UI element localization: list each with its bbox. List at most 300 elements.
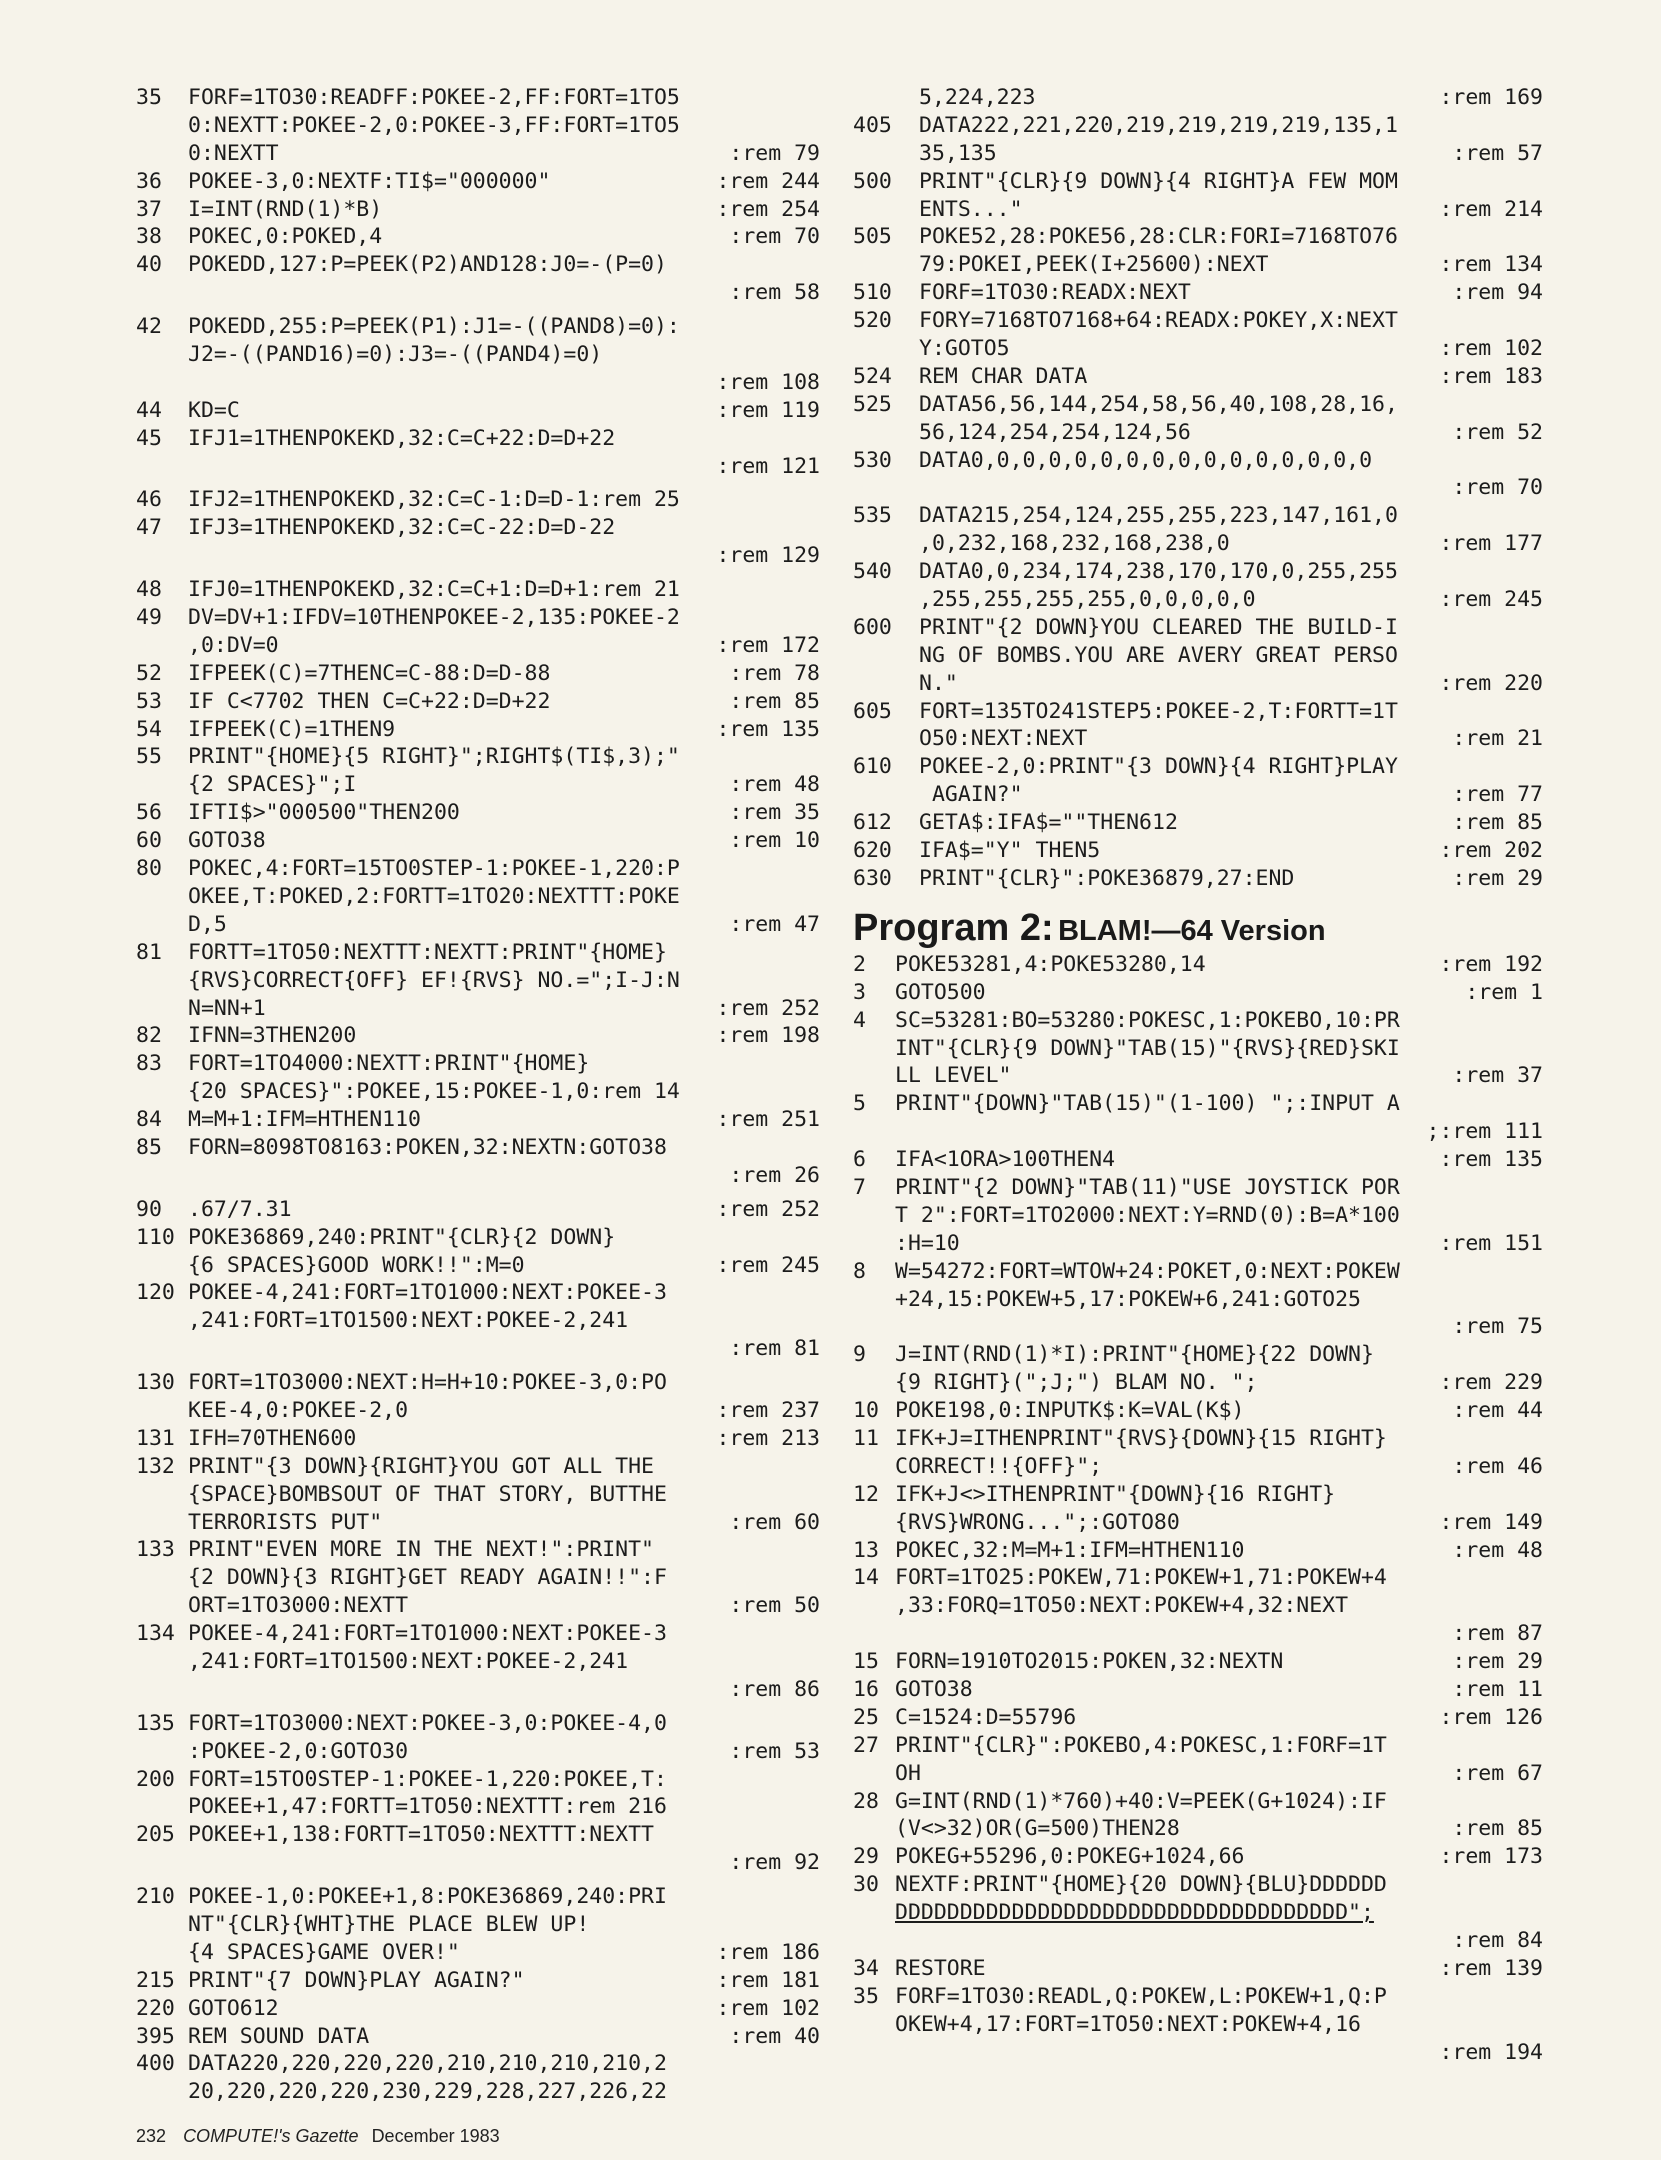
code-line	[136, 486, 820, 514]
checksum-rem: :rem 139	[1439, 1955, 1543, 1981]
code-line	[853, 1788, 1543, 1816]
code-line	[853, 1313, 1543, 1341]
line-number: 49	[136, 605, 162, 631]
code-line	[136, 397, 820, 425]
line-number: 200	[136, 1766, 175, 1792]
line-number: 405	[853, 112, 892, 138]
code-line	[136, 223, 820, 251]
checksum-rem: :rem 46	[1452, 1453, 1543, 1479]
code-line	[853, 670, 1543, 698]
line-number: 12	[853, 1481, 879, 1507]
line-number: 85	[136, 1134, 162, 1160]
code-line	[853, 809, 1543, 837]
code-text: LL LEVEL"	[895, 1063, 1012, 1089]
code-text: (V<>32)OR(G=500)THEN28	[895, 1816, 1180, 1842]
code-line	[136, 425, 820, 453]
checksum-rem: :rem 37	[1452, 1063, 1543, 1089]
code-text: J=INT(RND(1)*I):PRINT"{HOME}{22 DOWN}	[895, 1342, 1374, 1368]
code-text: IFPEEK(C)=7THENC=C-88:D=D-88	[188, 660, 551, 686]
code-text: IFA$="Y" THEN5	[919, 838, 1101, 864]
code-text: DATA220,220,220,220,210,210,210,210,2	[188, 2051, 667, 2077]
checksum-rem: :rem 173	[1439, 1844, 1543, 1870]
code-line	[136, 1335, 820, 1363]
checksum-rem: :rem 135	[716, 716, 820, 742]
checksum-rem: :rem 67	[1452, 1760, 1543, 1786]
code-line	[136, 1883, 820, 1911]
code-text: POKEE-1,0:POKEE+1,8:POKE36869,240:PRI	[188, 1884, 667, 1910]
code-line	[853, 1871, 1543, 1899]
code-line	[136, 632, 820, 660]
code-line	[136, 2023, 820, 2051]
code-line	[136, 2050, 820, 2078]
line-number: 524	[853, 363, 892, 389]
code-text: 0:NEXTT:POKEE-2,0:POKEE-3,FF:FORT=1TO5	[188, 112, 680, 138]
checksum-rem: :rem 183	[1439, 363, 1543, 389]
code-text: PRINT"{2 DOWN}YOU CLEARED THE BUILD-I	[919, 614, 1398, 640]
code-line	[136, 2078, 820, 2106]
checksum-rem: :rem 77	[1452, 782, 1543, 808]
code-text: CORRECT!!{OFF}";	[895, 1453, 1103, 1479]
code-text: NEXTF:PRINT"{HOME}{20 DOWN}{BLU}DDDDDD	[895, 1872, 1387, 1898]
line-number: 16	[853, 1676, 879, 1702]
code-line	[853, 1537, 1543, 1565]
code-line	[853, 1369, 1543, 1397]
line-number: 40	[136, 252, 162, 278]
checksum-rem: :rem 213	[716, 1425, 820, 1451]
code-text: GOTO38	[188, 828, 266, 854]
code-text: POKE53281,4:POKE53280,14	[895, 951, 1206, 977]
line-number: 30	[853, 1872, 879, 1898]
code-text: POKEG+55296,0:POKEG+1024,66	[895, 1844, 1245, 1870]
checksum-rem: :rem 81	[729, 1336, 820, 1362]
code-text: IFJ2=1THENPOKEKD,32:C=C-1:D=D-1:rem 25	[188, 487, 680, 513]
code-line	[136, 140, 820, 168]
line-number: 132	[136, 1453, 175, 1479]
checksum-rem: :rem 194	[1439, 2039, 1543, 2065]
code-text: ,0,232,168,232,168,238,0	[919, 531, 1230, 557]
checksum-rem: :rem 198	[716, 1023, 820, 1049]
code-line	[136, 1911, 820, 1939]
code-line	[853, 1620, 1543, 1648]
line-number: 6	[853, 1147, 866, 1173]
line-number: 29	[853, 1844, 879, 1870]
code-text: IFNN=3THEN200	[188, 1023, 357, 1049]
code-line	[136, 251, 820, 279]
code-line	[853, 1118, 1543, 1146]
code-line	[136, 84, 820, 112]
code-line	[136, 688, 820, 716]
code-line	[853, 1704, 1543, 1732]
code-text: POKE36869,240:PRINT"{CLR}{2 DOWN}	[188, 1224, 616, 1250]
line-number: 510	[853, 280, 892, 306]
code-text: FORN=1910TO2015:POKEN,32:NEXTN	[895, 1649, 1284, 1675]
code-text: {2 DOWN}{3 RIGHT}GET READY AGAIN!!":F	[188, 1565, 667, 1591]
line-number: 9	[853, 1342, 866, 1368]
line-number: 25	[853, 1704, 879, 1730]
code-line	[136, 1738, 820, 1766]
checksum-rem: :rem 121	[716, 453, 820, 479]
code-text: POKEC,4:FORT=15TO0STEP-1:POKEE-1,220:P	[188, 856, 680, 882]
checksum-rem: :rem 85	[729, 688, 820, 714]
line-number: 27	[853, 1732, 879, 1758]
code-line	[136, 1425, 820, 1453]
listing-right-column	[853, 84, 1543, 2066]
checksum-rem: :rem 181	[716, 1967, 820, 1993]
code-line	[853, 196, 1543, 224]
line-number: 120	[136, 1280, 175, 1306]
line-number: 395	[136, 2023, 175, 2049]
code-line	[136, 911, 820, 939]
line-number: 5	[853, 1091, 866, 1117]
page-footer	[136, 2126, 500, 2147]
line-number: 205	[136, 1822, 175, 1848]
code-text: POKEE+1,138:FORTT=1TO50:NEXTTT:NEXTT	[188, 1822, 654, 1848]
program2-title: Program 2:	[853, 906, 1054, 949]
checksum-rem: :rem 52	[1452, 419, 1543, 445]
code-line	[853, 1146, 1543, 1174]
line-number: 60	[136, 828, 162, 854]
checksum-rem: :rem 10	[729, 828, 820, 854]
code-text: ORT=1TO3000:NEXTT	[188, 1593, 409, 1619]
code-line	[136, 743, 820, 771]
code-text: REM CHAR DATA	[919, 363, 1088, 389]
code-line	[853, 614, 1543, 642]
checksum-rem: :rem 11	[1452, 1676, 1543, 1702]
line-number: 84	[136, 1107, 162, 1133]
code-text: FORF=1TO30:READL,Q:POKEW,L:POKEW+1,Q:P	[895, 1983, 1387, 2009]
code-line	[136, 660, 820, 688]
code-text: FORT=15TO0STEP-1:POKEE-1,220:POKEE,T:	[188, 1766, 667, 1792]
code-line	[136, 1134, 820, 1162]
code-line	[853, 1676, 1543, 1704]
checksum-rem: :rem 245	[1439, 587, 1543, 613]
code-line	[853, 1258, 1543, 1286]
code-line	[853, 391, 1543, 419]
code-line	[853, 447, 1543, 475]
code-line	[853, 1648, 1543, 1676]
checksum-rem: :rem 102	[1439, 336, 1543, 362]
line-number: 11	[853, 1425, 879, 1451]
line-number: 42	[136, 314, 162, 340]
line-number: 605	[853, 698, 892, 724]
code-text: FORTT=1TO50:NEXTTT:NEXTT:PRINT"{HOME}	[188, 939, 667, 965]
line-number: 34	[853, 1955, 879, 1981]
code-line	[853, 1760, 1543, 1788]
code-text: ENTS..."	[919, 196, 1023, 222]
code-text: OKEW+4,17:FORT=1TO50:NEXT:POKEW+4,16	[895, 2011, 1361, 2037]
code-line	[853, 1453, 1543, 1481]
code-line	[853, 1899, 1543, 1927]
line-number: 80	[136, 856, 162, 882]
code-line	[853, 251, 1543, 279]
code-text: ,255,255,255,255,0,0,0,0,0	[919, 587, 1256, 613]
code-line	[853, 363, 1543, 391]
code-line	[136, 1307, 820, 1335]
code-text: IFJ1=1THENPOKEKD,32:C=C+22:D=D+22	[188, 425, 616, 451]
code-text: KD=C	[188, 397, 240, 423]
line-number: 47	[136, 515, 162, 541]
line-number: 10	[853, 1398, 879, 1424]
checksum-rem: :rem 252	[716, 1196, 820, 1222]
checksum-rem: :rem 50	[729, 1593, 820, 1619]
line-number: 52	[136, 660, 162, 686]
code-text: GETA$:IFA$=""THEN612	[919, 810, 1178, 836]
code-line	[136, 453, 820, 481]
code-line	[853, 1090, 1543, 1118]
code-line	[136, 939, 820, 967]
code-line	[136, 827, 820, 855]
code-text: PRINT"EVEN MORE IN THE NEXT!":PRINT"	[188, 1537, 654, 1563]
code-text: DATA222,221,220,219,219,219,219,135,1	[919, 112, 1398, 138]
line-number: 600	[853, 614, 892, 640]
code-text: FORT=135TO241STEP5:POKEE-2,T:FORTT=1T	[919, 698, 1398, 724]
code-line	[136, 1939, 820, 1967]
code-text: {6 SPACES}GOOD WORK!!":M=0	[188, 1252, 525, 1278]
code-text: O50:NEXT:NEXT	[919, 726, 1088, 752]
code-line	[136, 1106, 820, 1134]
code-text: 20,220,220,220,230,229,228,227,226,22	[188, 2079, 667, 2105]
code-line	[853, 1481, 1543, 1509]
line-number: 28	[853, 1788, 879, 1814]
code-text: N=NN+1	[188, 995, 266, 1021]
line-number: 500	[853, 168, 892, 194]
code-line	[853, 1927, 1543, 1955]
code-text: PRINT"{CLR}":POKE36879,27:END	[919, 865, 1295, 891]
code-line	[136, 1710, 820, 1738]
checksum-rem: :rem 108	[716, 369, 820, 395]
code-text: GOTO38	[895, 1676, 973, 1702]
code-text: POKEE-3,0:NEXTF:TI$="000000"	[188, 168, 551, 194]
line-number: 130	[136, 1370, 175, 1396]
checksum-rem: :rem 92	[729, 1850, 820, 1876]
code-line	[136, 1050, 820, 1078]
code-text: {9 RIGHT}(";J;") BLAM NO. ";	[895, 1370, 1258, 1396]
code-text: POKEC,0:POKED,4	[188, 224, 383, 250]
line-number: 400	[136, 2051, 175, 2077]
code-text: PRINT"{HOME}{5 RIGHT}";RIGHT$(TI$,3);"	[188, 744, 680, 770]
checksum-rem: :rem 78	[729, 660, 820, 686]
checksum-rem: :rem 79	[729, 140, 820, 166]
code-line	[853, 1564, 1543, 1592]
code-line	[853, 335, 1543, 363]
checksum-rem: :rem 1	[1465, 979, 1543, 1005]
code-text: 56,124,254,254,124,56	[919, 419, 1191, 445]
code-text: IFJ3=1THENPOKEKD,32:C=C-22:D=D-22	[188, 515, 616, 541]
code-line	[853, 2039, 1543, 2067]
checksum-rem: :rem 87	[1452, 1621, 1543, 1647]
code-text: GOTO612	[188, 1995, 279, 2021]
code-text: PRINT"{CLR}":POKEBO,4:POKESC,1:FORF=1T	[895, 1732, 1387, 1758]
checksum-rem: :rem 229	[1439, 1370, 1543, 1396]
code-text: {SPACE}BOMBSOUT OF THAT STORY, BUTTHE	[188, 1481, 667, 1507]
checksum-rem: :rem 40	[729, 2023, 820, 2049]
code-text: DATA0,0,234,174,238,170,170,0,255,255	[919, 559, 1398, 585]
checksum-rem: :rem 75	[1452, 1314, 1543, 1340]
code-text: D,5	[188, 911, 227, 937]
line-number: 15	[853, 1649, 879, 1675]
code-line	[853, 1007, 1543, 1035]
line-number: 612	[853, 810, 892, 836]
program2-listing	[853, 951, 1543, 2067]
line-number: 215	[136, 1967, 175, 1993]
code-line	[853, 1592, 1543, 1620]
code-text: {RVS}CORRECT{OFF} EF!{RVS} NO.=";I-J:N	[188, 967, 680, 993]
checksum-rem: :rem 134	[1439, 252, 1543, 278]
code-line	[136, 1453, 820, 1481]
checksum-rem: :rem 29	[1452, 865, 1543, 891]
line-number: 620	[853, 838, 892, 864]
checksum-rem: :rem 35	[729, 800, 820, 826]
code-text: RESTORE	[895, 1955, 986, 1981]
code-line	[136, 313, 820, 341]
checksum-rem: :rem 119	[716, 397, 820, 423]
line-number: 46	[136, 487, 162, 513]
code-text: FORT=1TO4000:NEXTT:PRINT"{HOME}	[188, 1051, 590, 1077]
code-line	[853, 558, 1543, 586]
code-text: .67/7.31	[188, 1196, 292, 1222]
checksum-rem: :rem 60	[729, 1509, 820, 1535]
code-line	[136, 1849, 820, 1877]
code-text: T 2":FORT=1TO2000:NEXT:Y=RND(0):B=A*100	[895, 1202, 1400, 1228]
line-number: 7	[853, 1174, 866, 1200]
code-text: REM SOUND DATA	[188, 2023, 370, 2049]
checksum-rem: :rem 149	[1439, 1509, 1543, 1535]
page-number: 232	[136, 2126, 167, 2146]
code-text: TERRORISTS PUT"	[188, 1509, 383, 1535]
code-line	[853, 1062, 1543, 1090]
code-text: IFTI$>"000500"THEN200	[188, 800, 460, 826]
checksum-rem: :rem 220	[1439, 670, 1543, 696]
code-text: DATA56,56,144,254,58,56,40,108,28,16,	[919, 391, 1398, 417]
code-line	[853, 279, 1543, 307]
checksum-rem: :rem 126	[1439, 1704, 1543, 1730]
line-number: 13	[853, 1537, 879, 1563]
code-text: FORN=8098TO8163:POKEN,32:NEXTN:GOTO38	[188, 1134, 667, 1160]
code-line	[853, 1397, 1543, 1425]
code-line	[853, 1230, 1543, 1258]
line-number: 35	[136, 85, 162, 110]
code-text: FORT=1TO25:POKEW,71:POKEW+1,71:POKEW+4	[895, 1565, 1387, 1591]
checksum-rem: :rem 252	[716, 995, 820, 1021]
code-text: DATA0,0,0,0,0,0,0,0,0,0,0,0,0,0,0,0	[919, 447, 1373, 473]
line-number: 540	[853, 559, 892, 585]
code-text: DV=DV+1:IFDV=10THENPOKEE-2,135:POKEE-2	[188, 605, 680, 631]
line-number: 45	[136, 425, 162, 451]
code-line	[853, 1983, 1543, 2011]
line-number: 630	[853, 865, 892, 891]
code-text: {2 SPACES}";I	[188, 772, 357, 798]
code-line	[136, 168, 820, 196]
code-text: N."	[919, 670, 958, 696]
line-number: 135	[136, 1710, 175, 1736]
line-number: 525	[853, 391, 892, 417]
code-line	[853, 168, 1543, 196]
code-line	[136, 1022, 820, 1050]
line-number: 530	[853, 447, 892, 473]
code-text: FORF=1TO30:READX:NEXT	[919, 280, 1191, 306]
code-text: POKE52,28:POKE56,28:CLR:FORI=7168TO76	[919, 224, 1398, 250]
code-text: DDDDDDDDDDDDDDDDDDDDDDDDDDDDDDDDDDD";	[895, 1900, 1374, 1926]
code-line	[853, 979, 1543, 1007]
code-line	[136, 1509, 820, 1537]
issue-date: December 1983	[371, 2126, 500, 2146]
code-line	[136, 1397, 820, 1425]
checksum-rem: :rem 85	[1452, 810, 1543, 836]
code-line	[136, 1648, 820, 1676]
code-line	[853, 1732, 1543, 1760]
line-number: 44	[136, 397, 162, 423]
checksum-rem: :rem 237	[716, 1397, 820, 1423]
code-line	[853, 1843, 1543, 1871]
code-line	[136, 1620, 820, 1648]
code-line	[853, 753, 1543, 781]
program2-subtitle: BLAM!—64 Version	[1058, 914, 1326, 947]
checksum-rem: :rem 47	[729, 911, 820, 937]
code-text: ,0:DV=0	[188, 632, 279, 658]
code-line	[853, 1286, 1543, 1314]
line-number: 14	[853, 1565, 879, 1591]
code-line	[136, 1369, 820, 1397]
checksum-rem: :rem 53	[729, 1738, 820, 1764]
checksum-rem: :rem 21	[1452, 726, 1543, 752]
code-text: IFPEEK(C)=1THEN9	[188, 716, 396, 742]
listing-left-column	[136, 84, 820, 2106]
checksum-rem: :rem 202	[1439, 838, 1543, 864]
code-line	[136, 883, 820, 911]
line-number: 56	[136, 800, 162, 826]
code-line	[136, 1536, 820, 1564]
checksum-rem: :rem 70	[1452, 475, 1543, 501]
code-line	[853, 698, 1543, 726]
code-line	[853, 2011, 1543, 2039]
code-line	[136, 112, 820, 140]
code-text: J2=-((PAND16)=0):J3=-((PAND4)=0)	[188, 342, 603, 368]
code-line	[853, 474, 1543, 502]
code-text: AGAIN?"	[919, 782, 1023, 808]
code-line	[853, 951, 1543, 979]
code-line	[136, 542, 820, 570]
code-text: 5,224,223	[919, 85, 1036, 110]
line-number: 36	[136, 168, 162, 194]
code-line	[136, 1481, 820, 1509]
code-text: FORT=1TO3000:NEXT:H=H+10:POKEE-3,0:PO	[188, 1370, 667, 1396]
code-line	[136, 771, 820, 799]
code-line	[853, 1202, 1543, 1230]
line-number: 53	[136, 688, 162, 714]
code-line	[853, 725, 1543, 753]
code-text: 0:NEXTT	[188, 140, 279, 166]
code-line	[853, 1509, 1543, 1537]
code-line	[136, 1224, 820, 1252]
code-text: :H=10	[895, 1230, 960, 1256]
checksum-rem: :rem 58	[729, 280, 820, 306]
code-text: KEE-4,0:POKEE-2,0	[188, 1397, 409, 1423]
code-text: FORF=1TO30:READFF:POKEE-2,FF:FORT=1TO5	[188, 85, 680, 110]
code-line	[136, 855, 820, 883]
code-line	[853, 307, 1543, 335]
code-line	[136, 196, 820, 224]
code-line	[136, 1592, 820, 1620]
code-text: PRINT"{CLR}{9 DOWN}{4 RIGHT}A FEW MOM	[919, 168, 1398, 194]
code-text: 79:POKEI,PEEK(I+25600):NEXT	[919, 252, 1269, 278]
code-line	[136, 1252, 820, 1280]
line-number: 220	[136, 1995, 175, 2021]
code-line	[853, 1955, 1543, 1983]
checksum-rem: :rem 85	[1452, 1816, 1543, 1842]
code-line	[136, 1766, 820, 1794]
checksum-rem: :rem 186	[716, 1939, 820, 1965]
code-text: INT"{CLR}{9 DOWN}"TAB(15)"{RVS}{RED}SKI	[895, 1035, 1400, 1061]
